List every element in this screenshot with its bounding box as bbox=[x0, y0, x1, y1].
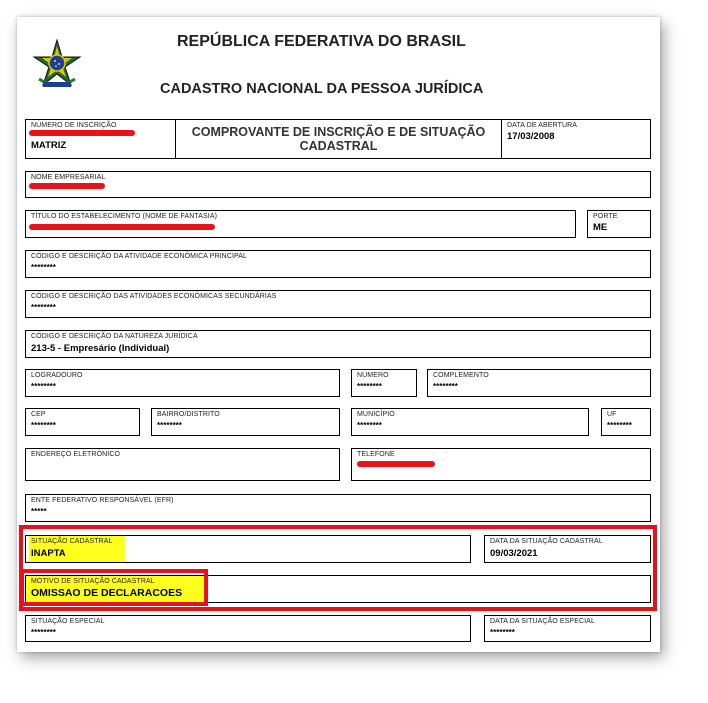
field-efr bbox=[25, 494, 651, 522]
value: OMISSAO DE DECLARACOES bbox=[31, 587, 183, 599]
value: ******** bbox=[433, 382, 458, 391]
field-comprovante bbox=[175, 119, 502, 159]
label: MOTIVO DE SITUAÇÃO CADASTRAL bbox=[31, 578, 155, 585]
label: CÓDIGO E DESCRIÇÃO DA NATUREZA JURÍDICA bbox=[31, 333, 198, 340]
field-bairro bbox=[151, 408, 340, 436]
field-atividades-secundarias bbox=[25, 290, 651, 318]
field-abertura bbox=[501, 119, 651, 159]
field-cep bbox=[25, 408, 140, 436]
label: CÓDIGO E DESCRIÇÃO DA ATIVIDADE ECONÔMICA PRINCIPAL bbox=[31, 253, 248, 260]
field-inscricao bbox=[25, 119, 176, 159]
redaction-mark bbox=[29, 224, 215, 230]
value: INAPTA bbox=[31, 548, 66, 559]
label: SITUAÇÃO CADASTRAL bbox=[31, 538, 113, 545]
value: ******** bbox=[31, 263, 56, 272]
value: MATRIZ bbox=[31, 140, 67, 151]
field-atividade-principal bbox=[25, 250, 651, 278]
field-endereco-eletronico bbox=[25, 448, 340, 481]
title-republica: REPÚBLICA FEDERATIVA DO BRASIL bbox=[177, 33, 466, 50]
value: ******** bbox=[157, 421, 182, 430]
field-data-situacao-especial bbox=[484, 615, 651, 642]
value: ***** bbox=[31, 507, 47, 516]
label: DATA DA SITUAÇÃO CADASTRAL bbox=[490, 538, 603, 545]
label: NÚMERO bbox=[357, 372, 389, 379]
field-porte bbox=[587, 210, 651, 238]
annotation-box-motivo bbox=[20, 569, 208, 606]
value: ******** bbox=[607, 421, 632, 430]
value: ******** bbox=[357, 421, 382, 430]
field-municipio bbox=[351, 408, 589, 436]
value: ******** bbox=[357, 382, 382, 391]
comprovante-line2: CADASTRAL bbox=[299, 139, 378, 153]
label: PORTE bbox=[593, 213, 618, 220]
field-complemento bbox=[427, 369, 651, 397]
label: SITUAÇÃO ESPECIAL bbox=[31, 618, 105, 625]
label: MUNICÍPIO bbox=[357, 411, 395, 418]
value: 09/03/2021 bbox=[490, 548, 538, 559]
label: ENTE FEDERATIVO RESPONSÁVEL (EFR) bbox=[31, 497, 174, 504]
comprovante-line1: COMPROVANTE DE INSCRIÇÃO E DE SITUAÇÃO bbox=[191, 125, 486, 139]
label: CEP bbox=[31, 411, 46, 418]
value: 213-5 - Empresário (Individual) bbox=[31, 343, 170, 354]
label: DATA DE ABERTURA bbox=[507, 122, 578, 129]
field-uf bbox=[601, 408, 651, 436]
value: ******** bbox=[31, 382, 56, 391]
value: ******** bbox=[490, 628, 515, 637]
label: UF bbox=[607, 411, 617, 418]
field-situacao-especial bbox=[25, 615, 471, 642]
label: NÚMERO DE INSCRIÇÃO bbox=[31, 122, 117, 129]
field-natureza-juridica bbox=[25, 330, 651, 358]
label: COMPLEMENTO bbox=[433, 372, 489, 379]
label: NOME EMPRESARIAL bbox=[31, 174, 106, 181]
redaction-mark bbox=[29, 130, 135, 136]
field-numero bbox=[351, 369, 417, 397]
redaction-mark bbox=[357, 461, 435, 467]
value: ******** bbox=[31, 421, 56, 430]
label: CÓDIGO E DESCRIÇÃO DAS ATIVIDADES ECONÔMICAS SECUNDÁRIAS bbox=[31, 293, 277, 300]
field-nome-empresarial bbox=[25, 171, 651, 198]
brazil-coat-of-arms-icon bbox=[31, 39, 83, 91]
cnpj-document bbox=[17, 17, 660, 652]
label: BAIRRO/DISTRITO bbox=[157, 411, 220, 418]
title-cadastro: CADASTRO NACIONAL DA PESSOA JURÍDICA bbox=[160, 81, 484, 97]
label: LOGRADOURO bbox=[31, 372, 83, 379]
field-logradouro bbox=[25, 369, 340, 397]
value: ******** bbox=[31, 628, 56, 637]
value: ******** bbox=[31, 303, 56, 312]
value: ME bbox=[593, 222, 608, 233]
label: TÍTULO DO ESTABELECIMENTO (NOME DE FANTASIA) bbox=[31, 213, 218, 220]
redaction-mark bbox=[29, 183, 105, 189]
label: DATA DA SITUAÇÃO ESPECIAL bbox=[490, 618, 595, 625]
label: ENDEREÇO ELETRÔNICO bbox=[31, 451, 121, 458]
label: TELEFONE bbox=[357, 451, 395, 458]
value: 17/03/2008 bbox=[507, 131, 555, 142]
